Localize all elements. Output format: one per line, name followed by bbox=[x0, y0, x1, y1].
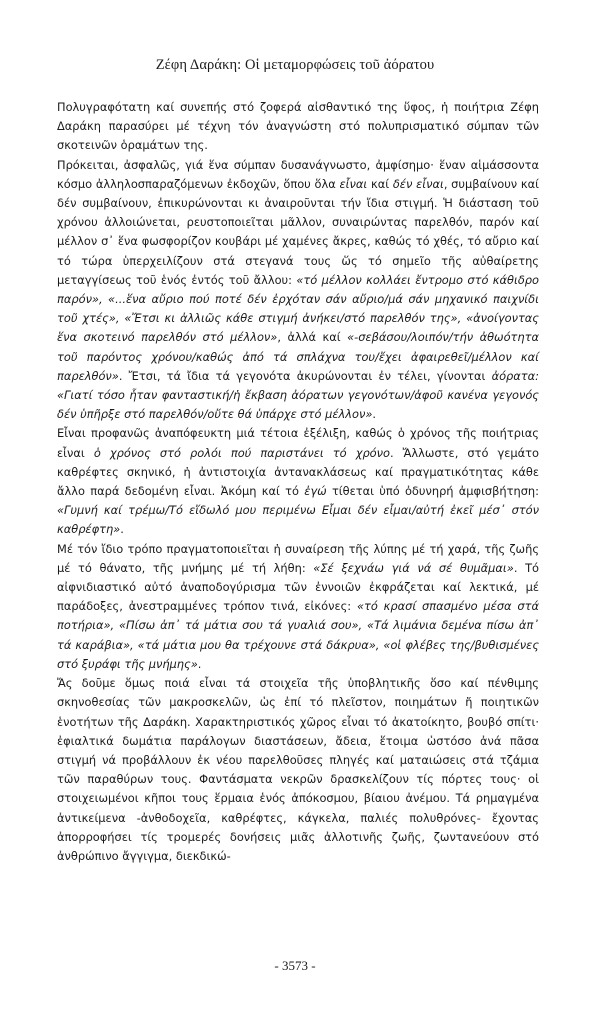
italic-quote: ὁ χρόνος στό ρολόι πού παριστάνει τό χρόνο bbox=[93, 445, 390, 460]
article-body bbox=[57, 98, 539, 866]
italic-quote: «-σεβάσου/λοιπόν/τήν ἀθωότητα τοῦ παρόντος χρόνου/καθώς ἀπό τά σπλάχνα του/ἔχει ἀφαιρεθεῖ/μέλλον καί παρελθόν» bbox=[57, 330, 540, 383]
paragraph bbox=[57, 424, 539, 539]
text-segment: τίθεται ὑπό ὀδυνηρή ἀμφισβήτηση: bbox=[326, 484, 539, 499]
paragraph bbox=[57, 540, 539, 674]
italic-quote: «τό κρασί σπασμένο μέσα στά ποτήρια», «Πίσω ἀπ᾽ τά μάτια σου τά γυαλιά σου», «Τά λιμάνια δεμένα πίσω ἀπ᾽ τά καράβια», «τά μάτια μου θα τρέχουνε στά δάκρυα», «οἱ φλέβες της/βυθισμένες στό ξυράφι τῆς μνήμης» bbox=[57, 599, 539, 671]
text-segment: . bbox=[120, 522, 124, 537]
text-segment: , συμβαίνουν καί δέν συμβαίνουν, ἐπικυρώνονται κι ἀναιροῦνται τήν ἴδια στιγμή. Ἡ διάσταση τοῦ χρόνου ἀλλοιώνεται, ρευστοποιεῖται μᾶλλον, συναιρώντας παρελθόν, παρόν καί μέλλον σ᾽ ἕνα φωσφορίζον κουβάρι μέ χαμένες ἄκρες, καθώς τό χθές, τό αὔριο καί τό τώρα ὑπερχειλίζουν στά στεγανά τους ὥς τό σημεῖο τῆς αὐθαίρετης μεταγγίσεως τοῦ ἑνός ἐντός τοῦ ἄλλου: bbox=[57, 176, 539, 287]
paragraph bbox=[57, 674, 539, 866]
italic-quote: «Γυμνή καί τρέμω/Τό εἴδωλό μου περιμένω Εἶμαι δέν εἶμαι/αὐτή ἐκεῖ μέσ᾽ στόν καθρέφτη» bbox=[57, 503, 539, 537]
text-segment: καί bbox=[367, 176, 393, 191]
page-number: - 3573 - bbox=[274, 958, 316, 973]
italic-quote: «τό μέλλον κολλάει ἔντρομο στό κάθιδρο παρόν», «...ἕνα αὔριο πού ποτέ δέν ἐρχόταν σάν αὔριο/μά σάν μηχανικό παιχνίδι τοῦ χτές», «Ἔτσι κι ἀλλιῶς κάθε στιγμή ἀνήκει/στό παρελθόν της», «ἀνοίγοντας ἕνα σκοτεινό παρελθόν στό μέλλον» bbox=[57, 272, 539, 345]
text-segment: Εἶναι προφανῶς ἀναπόφευκτη μιά τέτοια ἐξέλιξη, καθώς ὁ χρόνος τῆς ποιήτριας εἶναι bbox=[57, 426, 539, 460]
paragraph bbox=[57, 156, 539, 425]
text-segment: , ἀλλά καί bbox=[277, 330, 348, 345]
italic-quote: ἀόρατα: «Γιατί τόσο ἦταν φανταστική/ἡ ἔκβαση ἀόρατων γεγονότων/ἀφοῦ κανένα γεγονός δέν ὑπῆρξε στό παρελθόν/οὔτε θά ὑπάρχε στό μέλλον» bbox=[57, 368, 539, 422]
text-segment: . bbox=[372, 407, 376, 422]
italic-quote: δέν εἶναι bbox=[392, 176, 444, 191]
italic-quote: «Σέ ξεχνάω γιά νά σέ θυμᾶμαι» bbox=[313, 560, 514, 575]
text-segment: . Ἔτσι, τά ἴδια τά γεγονότα ἀκυρώνονται ἐν τέλει, γίνονται bbox=[118, 368, 492, 383]
text-segment: Ἄς δοῦμε ὅμως ποιά εἶναι τά στοιχεῖα τῆς ὑποβλητικῆς ὅσο καί πένθιμης σκηνοθεσίας τῶν μακροσκελῶν, ὡς ἐπί τό πλεῖστον, ποιημάτων ἤ ποιητικῶν ἑνοτήτων τῆς Δαράκη. Χαρακτηριστικός χῶρος εἶναι τό ἀκατοίκητο, βουβό σπίτι· ἐφιαλτικά δωμάτια παράλογων διαστάσεων, ἄδεια, ἕτοιμα ὡστόσο ἀνά πᾶσα στιγμή νά προβάλλουν ἐκ νέου παρελθοῦσες πληγές καί ματαιώσεις στά τζάμια τῶν παραθύρων τους. Φαντάσματα νεκρῶν δρασκελίζουν τίς πόρτες τους· οἱ στοιχειωμένοι κῆποι τους ἕρμαια ἑνός ἀπόκοσμου, βίαιου ἀνέμου. Τά ρημαγμένα ἀντικείμενα -ἀνθοδοχεῖα, καθρέφτες, κάγκελα, παλιές πολυθρόνες- ἔχοντας ἀπορροφήσει τίς τρομερές δονήσεις μιᾶς ἀλλοτινῆς ζωῆς, ζωντανεύουν στό ἀνθρώπινο ἄγγιγμα, διεκδικώ- bbox=[57, 676, 539, 863]
italic-quote: ἐγώ bbox=[304, 484, 327, 499]
text-segment: . bbox=[197, 656, 202, 671]
text-segment: . Ἄλλωστε, στό γεμάτο καθρέφτες σκηνικό, ἡ ἀντιστοιχία ἀντανακλάσεως καί πραγματικότητας κάθε ἄλλο παρά δεδομένη εἶναι. Ἀκόμη καί τό bbox=[57, 445, 539, 499]
text-segment: . Τό αἰφνιδιαστικό αὐτό ἀναποδογύρισμα τῶν ἐννοιῶν ἐκφράζεται καί λεκτικά, μέ παράδοξες, ἀνεστραμμένες τρόπον τινά, εἰκόνες: bbox=[57, 560, 539, 614]
text-segment: Πρόκειται, ἀσφαλῶς, γιά ἕνα σύμπαν δυσανάγνωστο, ἀμφίσημο· ἕναν αἱμάσσοντα κόσμο ἀλληλοσπαραζόμενων ἐκδοχῶν, ὅπου ὅλα bbox=[57, 157, 539, 191]
text-segment: Πολυγραφότατη καί συνεπής στό ζοφερά αἰσθαντικό της ὕφος, ἡ ποιήτρια Ζέφη Δαράκη παρασύρει μέ τέχνη τόν ἀναγνώστη στό πολυπρισματικό σύμπαν τῶν σκοτεινῶν ὁραμάτων της. bbox=[57, 100, 539, 153]
italic-quote: εἶναι bbox=[339, 176, 368, 191]
paragraph bbox=[57, 98, 539, 156]
text-segment: Μέ τόν ἴδιο τρόπο πραγματοποιεῖται ἡ συναίρεση τῆς λύπης μέ τή χαρά, τῆς ζωῆς μέ τό θάνατο, τῆς μνήμης μέ τή λήθη: bbox=[57, 541, 539, 575]
page-title: Ζέφη Δαράκη: Οἱ μεταμορφώσεις τοῦ ἀόρατου bbox=[155, 57, 435, 73]
